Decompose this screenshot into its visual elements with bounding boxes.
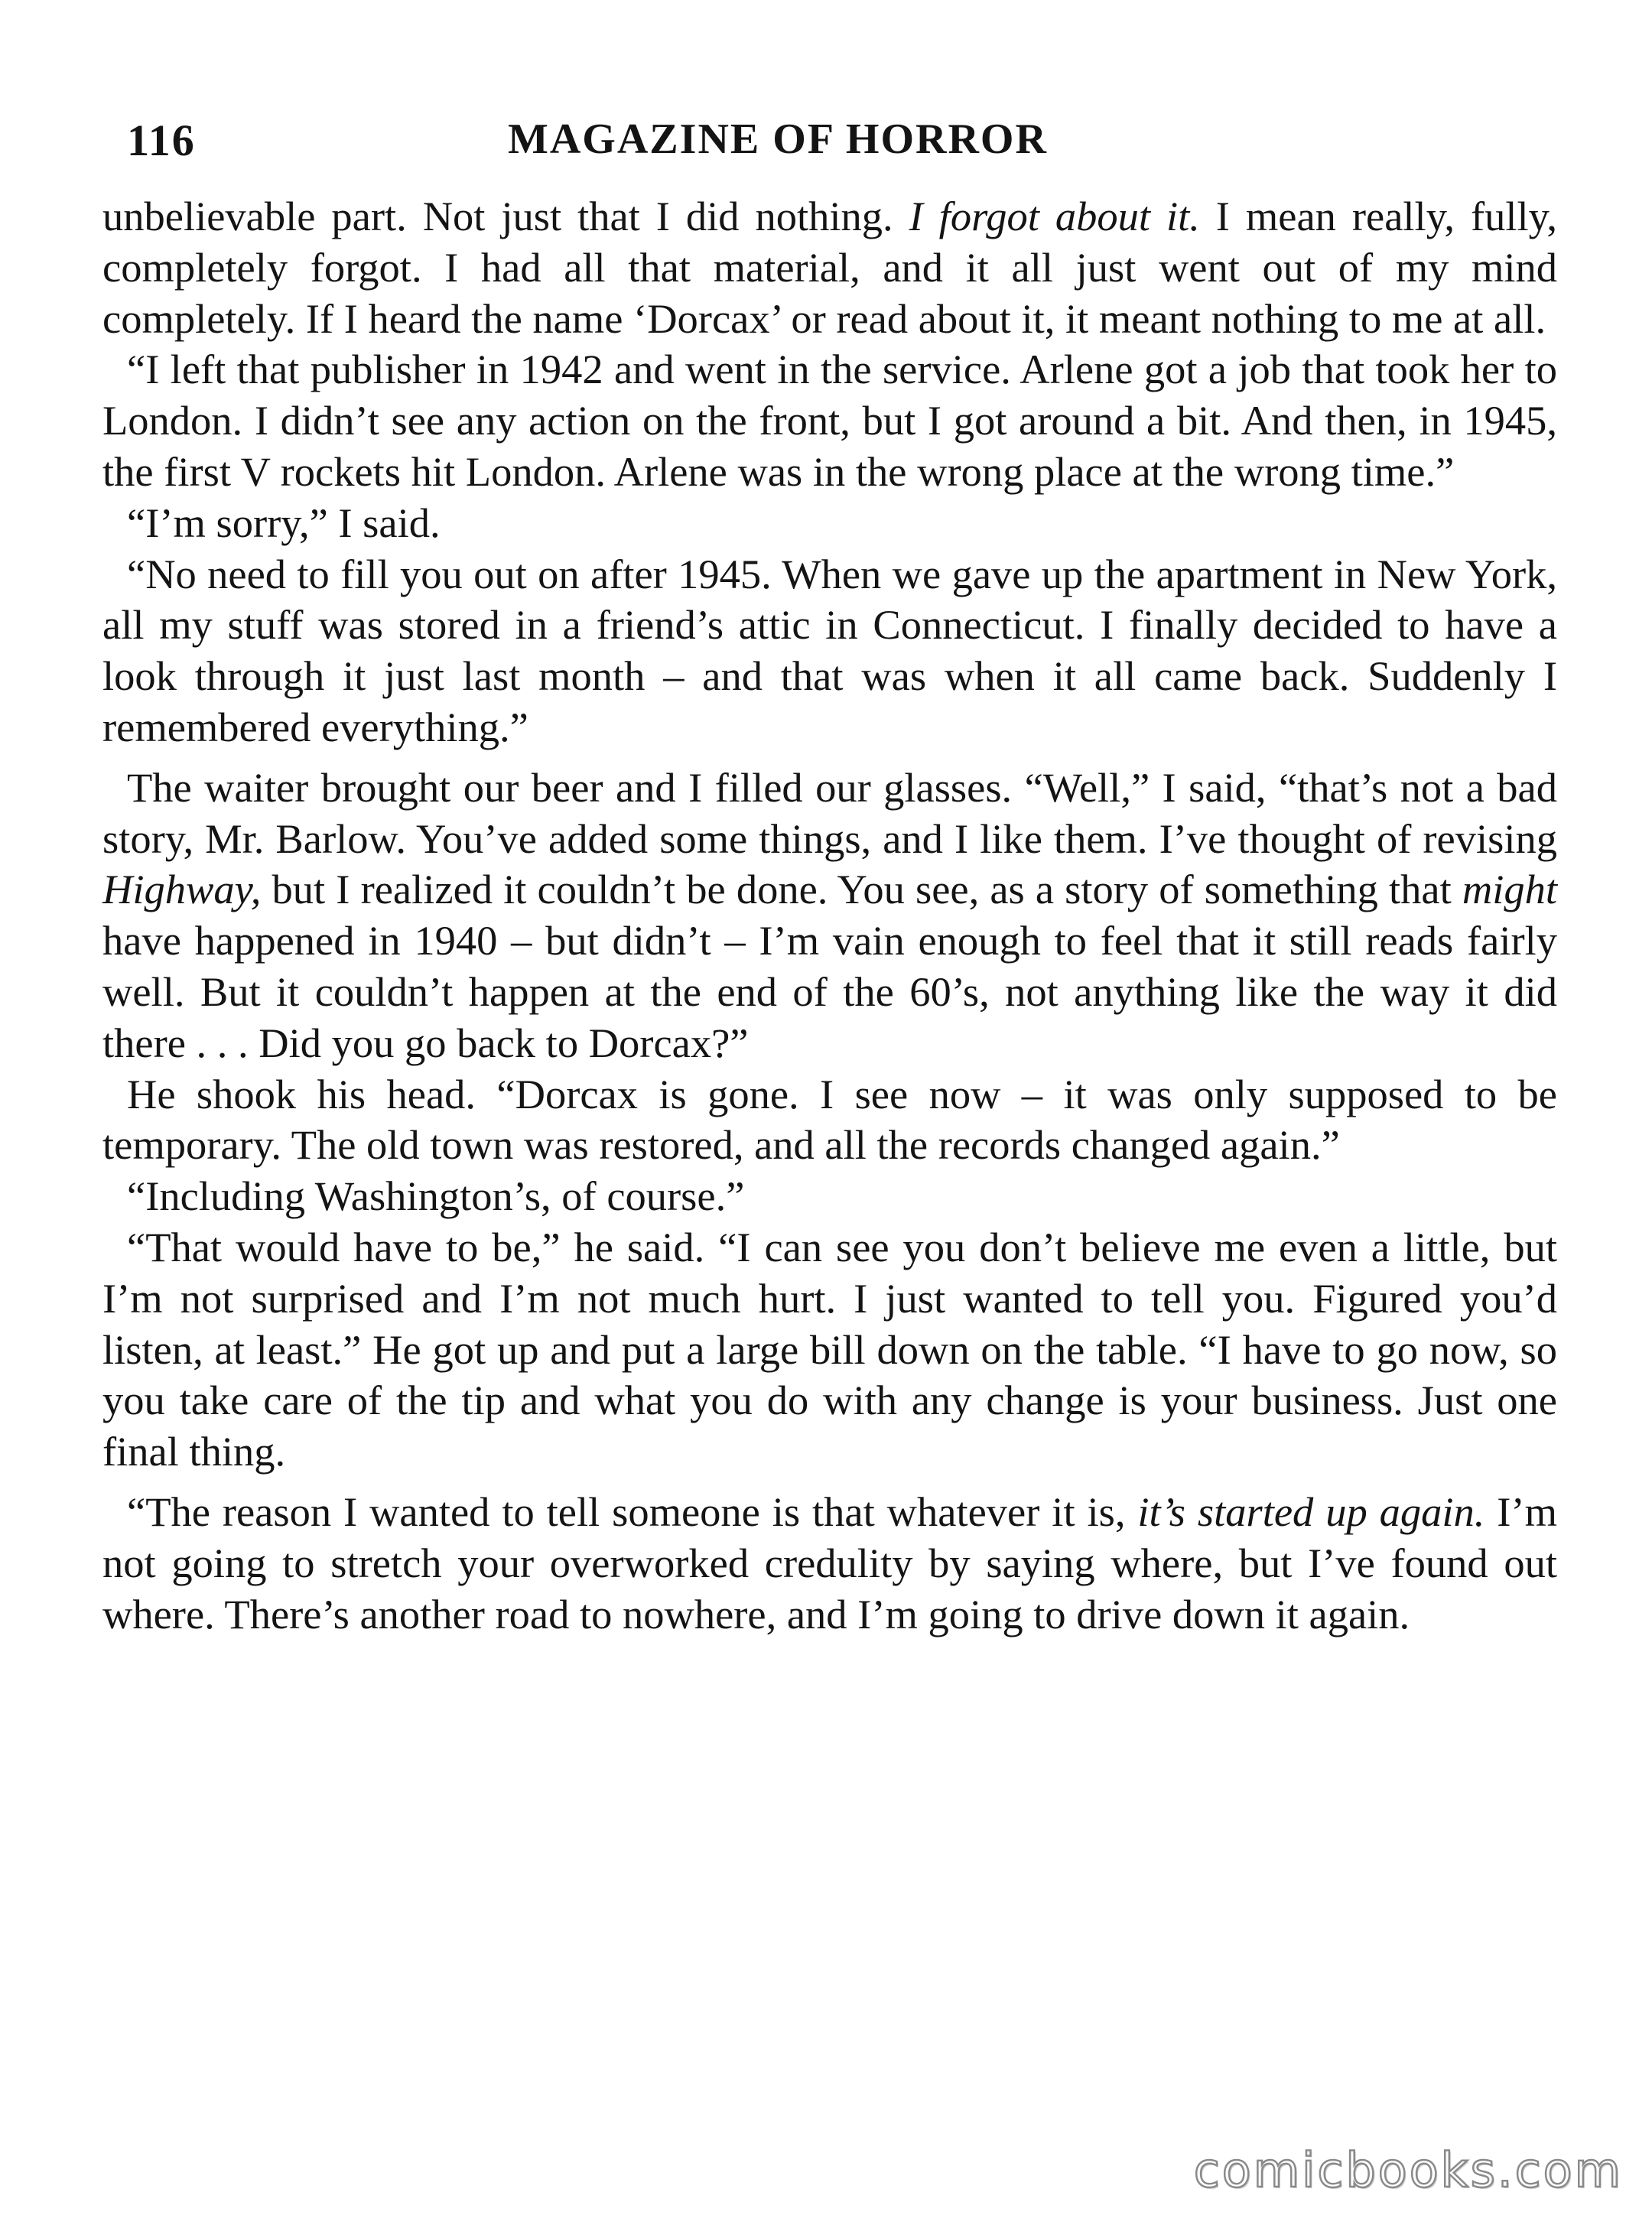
story-paragraph — [102, 191, 1557, 344]
story-paragraph — [102, 763, 1557, 1069]
text-segment: “That would have to be,” he said. “I can see you don’t believe me even a little, but I’m not surprised and I’m not much hurt. I just wanted to tell you. Figured you’d listen, at least.” He got up and put a large bill down on the table. “I have to go now, so you take care of the tip and what you do with any change is your business. Just one final thing. — [102, 1223, 1557, 1475]
story-paragraph — [102, 344, 1557, 497]
text-segment: The waiter brought our beer and I filled our glasses. “Well,” I said, “that’s not a bad story, Mr. Barlow. You’ve added some things, and I like them. I’ve thought of revising — [102, 763, 1557, 862]
text-segment: He shook his head. “Dorcax is gone. I see now – it was only supposed to be temporary. The old town was restored, and all the records changed again.” — [102, 1070, 1557, 1169]
story-paragraph — [102, 1222, 1557, 1478]
text-segment: I’m not going to stretch your overworked credulity by saying where, but I’ve found out where. There’s another road to nowhere, and I’m going to drive down it again. — [102, 1488, 1557, 1637]
running-title: MAGAZINE OF HORROR — [508, 115, 1048, 163]
story-paragraph — [102, 1487, 1557, 1640]
italic-text: it’s started up again. — [1137, 1488, 1485, 1535]
story-text — [102, 191, 1557, 1640]
text-segment: I mean really, fully, completely forgot. I had all that material, and it all just went out of my mind completely. If I heard the name ‘Dorcax’ or read about it, it meant nothing to me at all. — [102, 193, 1557, 342]
italic-text: Highway, — [102, 866, 262, 913]
text-segment: “No need to fill you out on after 1945. When we gave up the apartment in New York, all my stuff was stored in a friend’s attic in Connecticut. I finally decided to have a look through it just last month – and that was when it all came back. Suddenly I remembered everything.” — [102, 550, 1557, 750]
story-paragraph — [102, 549, 1557, 753]
italic-text: might — [1462, 866, 1557, 913]
text-segment: “I’m sorry,” I said. — [127, 499, 441, 546]
text-segment: but I realized it couldn’t be done. You see, as a story of something that — [261, 866, 1462, 913]
text-segment: “The reason I wanted to tell someone is that whatever it is, — [127, 1488, 1138, 1535]
text-segment: have happened in 1940 – but didn’t – I’m vain enough to feel that it still reads fairly well. But it couldn’t happen at the end of the 60’s, not anything like the way it did there . . . Did you go back to Dorcax?” — [102, 917, 1557, 1066]
text-segment: “Including Washington’s, of course.” — [127, 1172, 745, 1220]
magazine-page — [102, 115, 1557, 1640]
page-number: 116 — [127, 115, 196, 165]
text-segment: “I left that publisher in 1942 and went in the service. Arlene got a job that took her to London. I didn’t see any action on the front, but I got around a bit. And then, in 1945, the first V rockets hit London. Arlene was in the wrong place at the wrong time.” — [102, 346, 1557, 495]
page-header — [102, 115, 1557, 184]
italic-text: I forgot about it. — [909, 193, 1200, 239]
story-paragraph — [102, 1171, 1557, 1222]
story-paragraph — [102, 498, 1557, 549]
text-segment: unbelievable part. Not just that I did nothing. — [102, 193, 909, 239]
story-paragraph — [102, 1069, 1557, 1172]
site-watermark: comicbooks.com — [1193, 2142, 1623, 2198]
